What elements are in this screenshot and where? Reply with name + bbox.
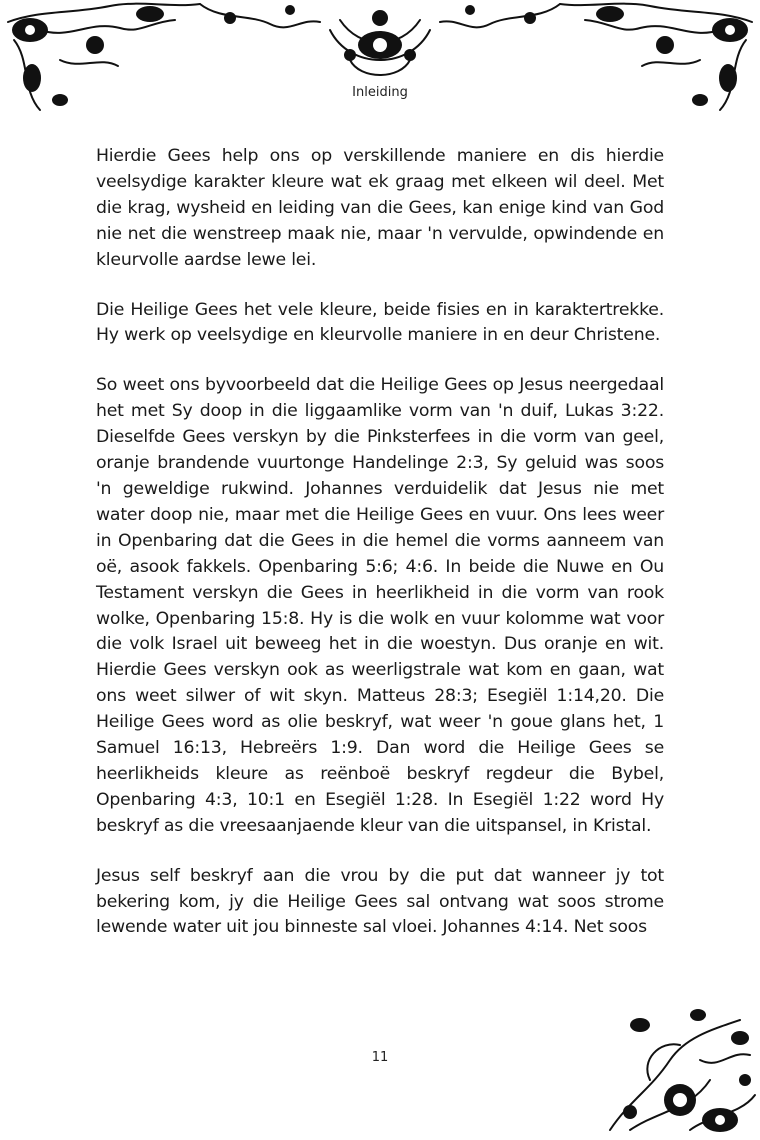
floral-corner-ornament — [590, 1000, 760, 1140]
paragraph: Die Heilige Gees het vele kleure, beide fisies en in karaktertrekke. Hy werk op veelsydige en kleurvolle maniere in en deur Christene. — [96, 299, 664, 346]
paragraph: Hierdie Gees help ons op verskillende maniere en dis hierdie veelsydige karakter kleure wat ek graag met elkeen wil deel. Met die krag, wysheid en leiding van die Gees, kan enige kind van God nie net die wenstreep maak nie, maar 'n vervulde, opwindende en kleurvolle aardse lewe lei. — [96, 146, 664, 270]
paragraph: So weet ons byvoorbeeld dat die Heilige Gees op Jesus neergedaal het met Sy doop in die liggaamlike vorm van 'n duif, Lukas 3:22. Dieselfde Gees verskyn by die Pinksterfees in die vorm van geel, oranje brandende vuurtonge Handelinge 2:3, Sy geluid was soos 'n geweldige rukwind. Johannes verduidelik dat Jesus nie met water doop nie, maar met die Heilige Gees en vuur. Ons lees weer in Openbaring dat die Gees in die hemel die vorms aanneem van oë, asook fakkels. Openbaring 5:6; 4:6. In beide die Nuwe en Ou Testament verskyn die Gees in heerlikheid in die vorm van rook wolke, Openbaring 15:8. Hy is die wolk en vuur kolomme wat voor die volk Israel uit beweeg het in die woestyn. Dus oranje en wit. Hierdie Gees verskyn ook as weerligstrale wat kom en gaan, wat ons weet silwer of wit skyn. Matteus 28:3; Esegiël 1:14,20. Die Heilige Gees word as olie beskryf, wat weer 'n goue glans het, 1 Samuel 16:13, Hebreërs 1:9. Dan word die Heilige Gees se heerlikheids kleure as reënboë beskryf regdeur die Bybel, Openbaring 4:3, 10:1 en Esegiël 1:28. In Esegiël 1:22 word Hy beskryf as die vreesaanjaende kleur van die uitspansel, in Kristal. — [96, 375, 664, 836]
running-header: Inleiding — [352, 85, 408, 100]
body-text — [96, 144, 664, 965]
floral-header-ornament — [0, 0, 760, 130]
page-number: 11 — [371, 1050, 389, 1065]
paragraph: Jesus self beskryf aan die vrou by die put dat wanneer jy tot bekering kom, jy die Heilige Gees sal ontvang wat soos strome lewende water uit jou binneste sal vloei. Johannes 4:14. Net soos — [96, 865, 664, 938]
